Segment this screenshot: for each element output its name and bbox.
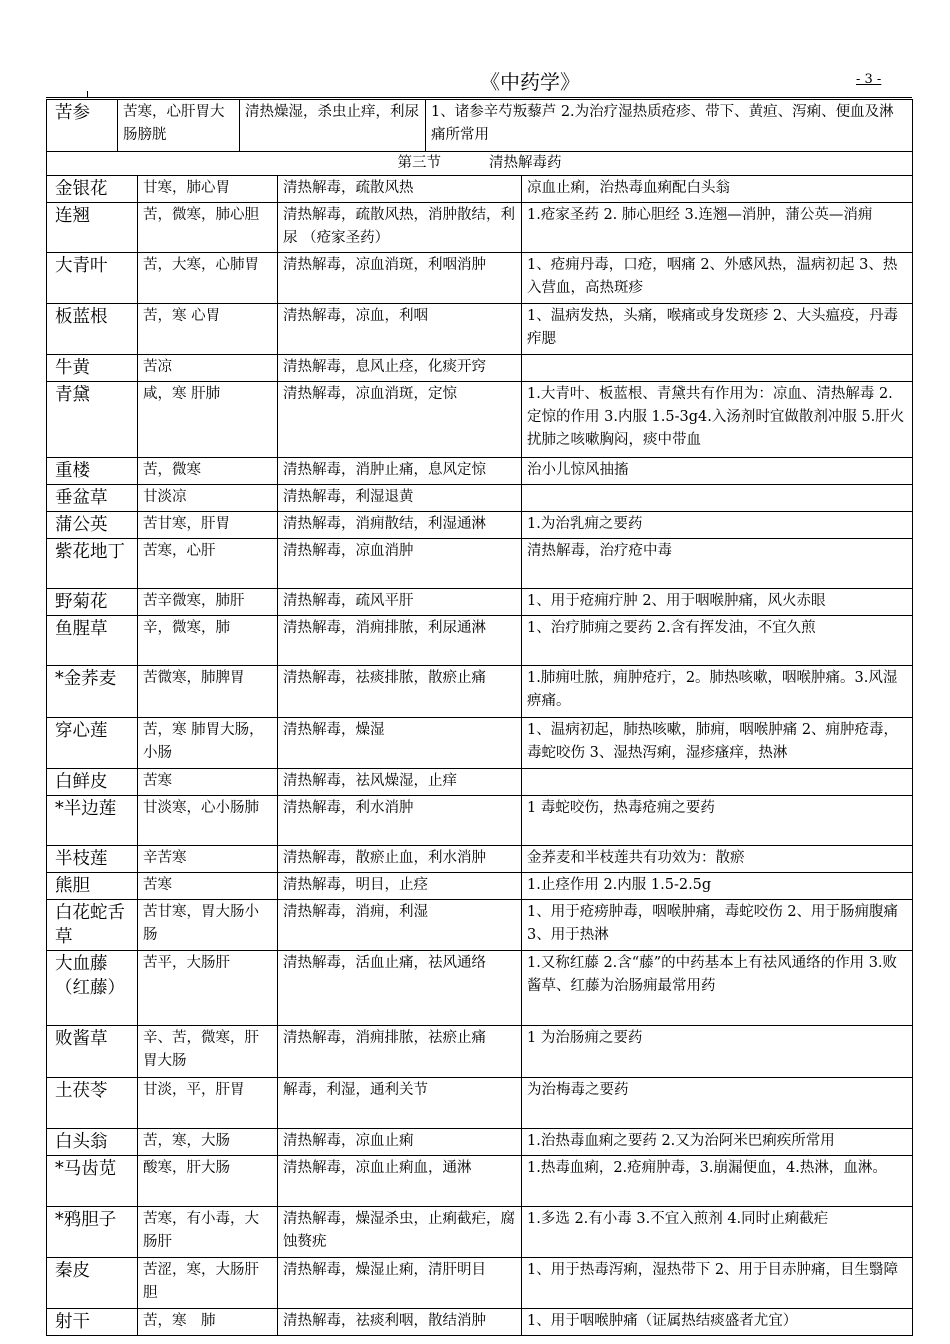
section-label: 第三节 — [397, 155, 441, 171]
herb-function: 清热解毒，凉血消斑，定惊 — [278, 382, 522, 458]
herb-notes: 1、诸参辛芍叛藜芦 2.为治疗湿热质疮疹、带下、黄疸、泻痢、便血及淋痛所常用 — [426, 100, 913, 152]
herb-notes: 1、温病初起，肺热咳嗽，肺痈，咽喉肿痛 2、痈肿疮毒，毒蛇咬伤 3、湿热泻痢，湿疹瘙痒，热淋 — [522, 718, 913, 769]
herb-nature: 苦平，大肠肝 — [138, 951, 278, 1026]
herb-function: 清热解毒，利湿退黄 — [278, 485, 522, 512]
herb-nature: 苦寒，心肝胃大肠膀胱 — [118, 100, 240, 152]
herb-function: 清热解毒，燥湿 — [278, 718, 522, 769]
herb-name: 连翘 — [47, 203, 138, 253]
herb-function: 清热解毒，息风止痉，化痰开窍 — [278, 355, 522, 382]
herb-name: 牛黄 — [47, 355, 138, 382]
herb-nature: 苦甘寒，肝胃 — [138, 512, 278, 539]
herb-name: 鱼腥草 — [47, 616, 138, 666]
herb-notes: 1、温病发热，头痛，喉痛或身发斑疹 2、大头瘟疫，丹毒痄腮 — [522, 304, 913, 355]
table-row — [47, 485, 913, 512]
herb-function: 清热解毒，疏风平肝 — [278, 589, 522, 616]
table-row — [47, 900, 913, 951]
herb-nature: 苦寒 — [138, 769, 278, 796]
table-row — [47, 176, 913, 203]
herb-notes: 1、治疗肺痈之要药 2.含有挥发油，不宜久煎 — [522, 616, 913, 666]
herb-name: 射干 — [47, 1309, 138, 1336]
herb-name: 半枝莲 — [47, 846, 138, 873]
herb-nature: 苦，寒 肺胃大肠，小肠 — [138, 718, 278, 769]
herb-nature: 苦，寒 心胃 — [138, 304, 278, 355]
herb-nature: 甘淡寒，心小肠肺 — [138, 796, 278, 846]
herb-function: 清热解毒，消痈散结，利湿通淋 — [278, 512, 522, 539]
herb-notes — [522, 485, 913, 512]
table-row — [47, 355, 913, 382]
herb-notes: 为治梅毒之要药 — [522, 1078, 913, 1129]
herb-nature: 咸，寒 肝肺 — [138, 382, 278, 458]
table-row — [47, 666, 913, 718]
herb-notes: 1.止痉作用 2.内服 1.5-2.5g — [522, 873, 913, 900]
herb-function: 解毒，利湿，通利关节 — [278, 1078, 522, 1129]
table-row — [47, 1129, 913, 1156]
herb-nature: 苦，微寒 — [138, 458, 278, 485]
herb-name: 紫花地丁 — [47, 539, 138, 589]
herb-name: *半边莲 — [47, 796, 138, 846]
herb-notes: 1.治热毒血痢之要药 2.又为治阿米巴痢疾所常用 — [522, 1129, 913, 1156]
herb-name: 大青叶 — [47, 253, 138, 304]
herb-function: 清热解毒，明目，止痉 — [278, 873, 522, 900]
herb-notes — [522, 769, 913, 796]
herb-notes: 凉血止痢，治热毒血痢配白头翁 — [522, 176, 913, 203]
herb-notes: 1.大青叶、板蓝根、青黛共有作用为：凉血、清热解毒 2.定惊的作用 3.内服 1.5-3g4.入汤剂时宜做散剂冲服 5.肝火扰肺之咳嗽胸闷，痰中带血 — [522, 382, 913, 458]
table-row — [47, 873, 913, 900]
herb-name: 大血藤（红藤） — [47, 951, 138, 1026]
herb-notes: 1 毒蛇咬伤，热毒疮痈之要药 — [522, 796, 913, 846]
herb-name: 重楼 — [47, 458, 138, 485]
herb-function: 清热解毒，燥湿止痢，清肝明目 — [278, 1258, 522, 1309]
header-rule — [46, 97, 912, 98]
herb-name: 金银花 — [47, 176, 138, 203]
table-row — [47, 796, 913, 846]
table-row — [47, 769, 913, 796]
herb-name: 苦参 — [47, 100, 118, 152]
herb-function: 清热解毒，疏散风热 — [278, 176, 522, 203]
herb-notes: 治小儿惊风抽搐 — [522, 458, 913, 485]
herb-nature: 苦寒，有小毒，大肠肝 — [138, 1207, 278, 1258]
table-row — [47, 1078, 913, 1129]
herb-nature: 辛，微寒，肺 — [138, 616, 278, 666]
herb-name: 板蓝根 — [47, 304, 138, 355]
table-row — [47, 718, 913, 769]
table-row — [47, 1309, 913, 1336]
herb-nature: 苦寒，心肝 — [138, 539, 278, 589]
herb-nature: 苦辛微寒，肺肝 — [138, 589, 278, 616]
table-row — [47, 1156, 913, 1207]
herb-nature: 甘淡，平，肝胃 — [138, 1078, 278, 1129]
herb-function: 清热解毒，消痈，利湿 — [278, 900, 522, 951]
table-row — [47, 589, 913, 616]
page-number: - 3 - — [856, 72, 882, 87]
herb-function: 清热解毒，消痈排脓，祛瘀止痛 — [278, 1026, 522, 1078]
table-row — [47, 539, 913, 589]
herb-name: 白花蛇舌草 — [47, 900, 138, 951]
herb-function: 清热解毒，凉血止痢血，通淋 — [278, 1156, 522, 1207]
herb-function: 清热解毒，凉血消斑，利咽消肿 — [278, 253, 522, 304]
herb-nature: 苦，微寒，肺心胆 — [138, 203, 278, 253]
herb-function: 清热解毒，散瘀止血，利水消肿 — [278, 846, 522, 873]
herb-name: 穿心莲 — [47, 718, 138, 769]
herb-function: 清热解毒，利水消肿 — [278, 796, 522, 846]
table-row — [47, 616, 913, 666]
herb-notes: 1、用于热毒泻痢，湿热带下 2、用于目赤肿痛，目生翳障 — [522, 1258, 913, 1309]
herb-function: 清热解毒，凉血消肿 — [278, 539, 522, 589]
herb-nature: 苦微寒，肺脾胃 — [138, 666, 278, 718]
herb-function: 清热解毒，祛痰排脓，散瘀止痛 — [278, 666, 522, 718]
herb-name: 蒲公英 — [47, 512, 138, 539]
herb-nature: 甘寒，肺心胃 — [138, 176, 278, 203]
section-heading — [47, 152, 913, 176]
herb-notes: 1.又称红藤 2.含“藤”的中药基本上有祛风通络的作用 3.败酱草、红藤为治肠痈最常用药 — [522, 951, 913, 1026]
herb-notes: 1、用于疮痈疔肿 2、用于咽喉肿痛，风火赤眼 — [522, 589, 913, 616]
herb-nature: 甘淡凉 — [138, 485, 278, 512]
herb-nature: 苦凉 — [138, 355, 278, 382]
table-row — [47, 846, 913, 873]
herb-function: 清热解毒，活血止痛，祛风通络 — [278, 951, 522, 1026]
herb-function: 清热解毒，祛痰利咽，散结消肿 — [278, 1309, 522, 1336]
section-title: 清热解毒药 — [489, 155, 562, 171]
herb-notes: 1 为治肠痈之要药 — [522, 1026, 913, 1078]
herb-nature: 酸寒，肝大肠 — [138, 1156, 278, 1207]
herb-name: *金荞麦 — [47, 666, 138, 718]
table-row — [47, 203, 913, 253]
table-row — [47, 253, 913, 304]
herb-name: 秦皮 — [47, 1258, 138, 1309]
herb-notes: 1、疮痈丹毒，口疮，咽痛 2、外感风热，温病初起 3、热入营血，高热斑疹 — [522, 253, 913, 304]
table-row — [47, 304, 913, 355]
herb-notes: 1.疮家圣药 2. 肺心胆经 3.连翘—消肿，蒲公英—消痈 — [522, 203, 913, 253]
table-row — [47, 458, 913, 485]
herb-notes: 1.多选 2.有小毒 3.不宜入煎剂 4.同时止痢截疟 — [522, 1207, 913, 1258]
herb-notes — [522, 355, 913, 382]
herb-notes: 清热解毒，治疗疮中毒 — [522, 539, 913, 589]
herb-notes: 1、用于疮痨肿毒，咽喉肿痛，毒蛇咬伤 2、用于肠痈腹痛 3、用于热淋 — [522, 900, 913, 951]
table-row — [47, 951, 913, 1026]
table-row — [47, 1026, 913, 1078]
herb-name: 败酱草 — [47, 1026, 138, 1078]
herb-nature: 辛苦寒 — [138, 846, 278, 873]
herb-function: 清热解毒，凉血止痢 — [278, 1129, 522, 1156]
section-row — [47, 152, 913, 176]
table-row — [47, 382, 913, 458]
table-row — [47, 1207, 913, 1258]
herb-notes: 1.热毒血痢，2.疮痈肿毒，3.崩漏便血，4.热淋，血淋。 — [522, 1156, 913, 1207]
herb-function: 清热燥湿，杀虫止痒，利尿 — [240, 100, 426, 152]
herb-name: 垂盆草 — [47, 485, 138, 512]
herb-name: 土茯苓 — [47, 1078, 138, 1129]
herb-function: 清热解毒，消痈排脓，利尿通淋 — [278, 616, 522, 666]
table-row — [47, 100, 913, 152]
herb-table — [46, 99, 913, 152]
herb-name: 白鲜皮 — [47, 769, 138, 796]
herb-table-main — [46, 151, 913, 1336]
herb-nature: 苦涩，寒，大肠肝胆 — [138, 1258, 278, 1309]
document-header-title: 《中药学》 — [480, 70, 580, 94]
herb-name: 熊胆 — [47, 873, 138, 900]
herb-nature: 苦，寒 肺 — [138, 1309, 278, 1336]
herb-nature: 辛、苦，微寒，肝胃大肠 — [138, 1026, 278, 1078]
herb-nature: 苦甘寒，胃大肠小肠 — [138, 900, 278, 951]
herb-name: *鸦胆子 — [47, 1207, 138, 1258]
herb-function: 清热解毒，疏散风热，消肿散结，利尿 （疮家圣药） — [278, 203, 522, 253]
herb-name: 野菊花 — [47, 589, 138, 616]
herb-nature: 苦，大寒，心肺胃 — [138, 253, 278, 304]
herb-function: 清热解毒，祛风燥湿，止痒 — [278, 769, 522, 796]
herb-function: 清热解毒，消肿止痛，息风定惊 — [278, 458, 522, 485]
herb-notes: 1.肺痈吐脓，痈肿疮疔，2。肺热咳嗽，咽喉肿痛。3.风湿痹痛。 — [522, 666, 913, 718]
herb-name: 白头翁 — [47, 1129, 138, 1156]
herb-notes: 1、用于咽喉肿痛（证属热结痰盛者尤宜） — [522, 1309, 913, 1336]
herb-function: 清热解毒，凉血，利咽 — [278, 304, 522, 355]
herb-name: 青黛 — [47, 382, 138, 458]
herb-nature: 苦寒 — [138, 873, 278, 900]
table-row — [47, 512, 913, 539]
table-row — [47, 1258, 913, 1309]
herb-notes: 1.为治乳痈之要药 — [522, 512, 913, 539]
herb-function: 清热解毒，燥湿杀虫，止痢截疟，腐蚀赘疣 — [278, 1207, 522, 1258]
herb-name: *马齿苋 — [47, 1156, 138, 1207]
herb-nature: 苦，寒，大肠 — [138, 1129, 278, 1156]
herb-notes: 金荞麦和半枝莲共有功效为：散瘀 — [522, 846, 913, 873]
